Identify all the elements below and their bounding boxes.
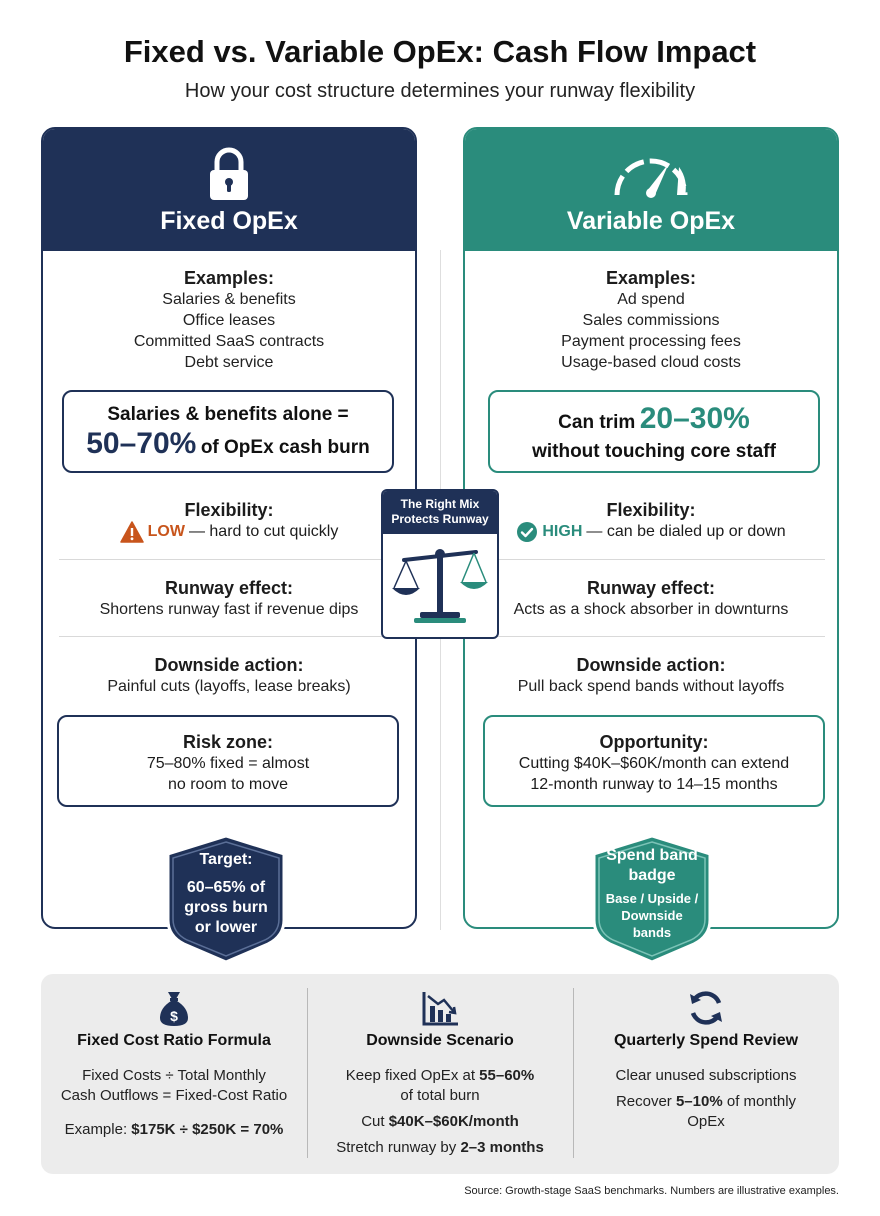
fixed-divider-1	[59, 559, 399, 560]
formula-example-prefix: Example:	[64, 1121, 128, 1138]
fixed-runway-text: Shortens runway fast if revenue dips	[99, 601, 359, 618]
variable-opex-card	[463, 127, 839, 929]
lock-icon	[43, 147, 415, 201]
formula-heading: Fixed Cost Ratio Formula	[77, 1032, 271, 1049]
downside-line1-prefix: Keep fixed OpEx at	[345, 1067, 475, 1084]
declining-chart-icon	[307, 988, 573, 1028]
fixed-risk-zone-box	[57, 715, 399, 807]
fixed-callout-tail: of OpEx cash burn	[200, 437, 370, 458]
fixed-opex-card	[41, 127, 417, 929]
variable-badge-heading: Spend band	[606, 847, 698, 864]
review-line2-value: 5–10%	[675, 1093, 723, 1110]
fixed-risk-heading: Risk zone:	[182, 732, 274, 752]
variable-divider-2	[481, 636, 825, 637]
downside-line3-value: $40K–$60K/month	[388, 1113, 519, 1130]
variable-callout-prefix: Can trim	[558, 412, 636, 433]
list-item: Usage-based cloud costs	[561, 354, 741, 371]
variable-badge-line: Base / Upside /	[605, 891, 699, 906]
fixed-downside	[43, 654, 415, 697]
warning-icon	[120, 521, 144, 543]
variable-downside-text: Pull back spend bands without layoffs	[517, 678, 785, 695]
variable-runway-heading: Runway effect:	[586, 578, 716, 598]
downside-line1-value: 55–60%	[479, 1067, 535, 1084]
fixed-downside-text: Painful cuts (layoffs, lease breaks)	[107, 678, 351, 695]
downside-heading: Downside Scenario	[366, 1032, 514, 1049]
right-mix-label: The Right Mix	[400, 497, 480, 511]
gauge-icon	[465, 147, 837, 201]
fixed-callout-percent: 50–70%	[86, 427, 197, 460]
variable-badge-line: bands	[632, 925, 672, 940]
fixed-salaries-callout	[62, 390, 394, 473]
fixed-flexibility-heading: Flexibility:	[184, 500, 274, 520]
variable-examples	[465, 267, 837, 373]
variable-downside-heading: Downside action:	[576, 655, 726, 675]
bottom-summary-panel	[41, 974, 839, 1174]
variable-opex-title: Variable OpEx	[566, 207, 736, 235]
list-item: Debt service	[184, 354, 274, 371]
fixed-flexibility-level: LOW	[147, 523, 185, 540]
fixed-flexibility-text: — hard to cut quickly	[188, 523, 339, 540]
svg-text:$: $	[170, 1008, 178, 1024]
variable-examples-heading: Examples:	[605, 268, 697, 288]
variable-opportunity-line2: 12-month runway to 14–15 months	[530, 776, 778, 793]
formula-example-value: $175K ÷ $250K = 70%	[131, 1121, 284, 1138]
refresh-icon	[573, 988, 839, 1028]
right-mix-box	[381, 489, 499, 639]
fixed-badge-line: 60–65% of	[186, 879, 266, 896]
variable-runway-text: Acts as a shock absorber in downturns	[513, 601, 789, 618]
variable-opportunity-line1: Cutting $40K–$60K/month can extend	[518, 755, 790, 772]
variable-callout-line2: without touching core staff	[532, 441, 776, 462]
downside-line2: of total burn	[400, 1087, 480, 1104]
fixed-opex-title: Fixed OpEx	[160, 207, 298, 235]
check-circle-icon	[516, 521, 538, 543]
variable-trim-callout	[488, 390, 820, 473]
formula-line1: Fixed Costs ÷ Total Monthly	[82, 1067, 266, 1084]
fixed-examples	[43, 267, 415, 373]
downside-line3-prefix: Cut	[361, 1113, 385, 1130]
source-note: Source: Growth-stage SaaS benchmarks. Numbers are illustrative examples.	[464, 1185, 839, 1197]
variable-spend-band-badge	[586, 832, 718, 964]
variable-callout-percent: 20–30%	[639, 402, 750, 435]
downside-scenario-section	[307, 974, 573, 1174]
list-item: Payment processing fees	[561, 333, 741, 350]
fixed-risk-line1: 75–80% fixed = almost	[146, 755, 310, 772]
review-line2-prefix: Recover	[615, 1093, 672, 1110]
balance-scale-icon	[383, 542, 497, 626]
variable-badge-line: Downside	[621, 908, 683, 923]
fixed-risk-line2: no room to move	[167, 776, 289, 793]
list-item: Ad spend	[617, 291, 685, 308]
fixed-flexibility	[43, 499, 415, 543]
fixed-callout-line1: Salaries & benefits alone =	[107, 404, 349, 425]
fixed-runway-heading: Runway effect:	[164, 578, 294, 598]
variable-divider-1	[481, 559, 825, 560]
variable-opportunity-heading: Opportunity:	[599, 732, 709, 752]
variable-flexibility	[465, 499, 837, 543]
review-heading: Quarterly Spend Review	[613, 1032, 799, 1049]
page-subtitle: How your cost structure determines your runway flexibility	[184, 80, 696, 102]
fixed-target-badge	[160, 832, 292, 964]
fixed-divider-2	[59, 636, 399, 637]
variable-flexibility-text: — can be dialed up or down	[586, 523, 786, 540]
fixed-runway	[43, 577, 415, 620]
variable-opex-header	[465, 129, 837, 251]
variable-opportunity-box	[483, 715, 825, 807]
variable-badge-heading: badge	[628, 867, 676, 884]
list-item: Committed SaaS contracts	[133, 333, 325, 350]
downside-line4-value: 2–3 months	[460, 1139, 544, 1156]
variable-flexibility-level: HIGH	[542, 523, 583, 540]
list-item: Sales commissions	[582, 312, 720, 329]
fixed-examples-heading: Examples:	[183, 268, 275, 288]
variable-runway	[465, 577, 837, 620]
fixed-opex-header	[43, 129, 415, 251]
fixed-badge-heading: Target:	[199, 851, 253, 868]
list-item: Salaries & benefits	[162, 291, 296, 308]
variable-downside	[465, 654, 837, 697]
downside-line4-prefix: Stretch runway by	[336, 1139, 457, 1156]
right-mix-label: Protects Runway	[391, 512, 489, 526]
review-line3: OpEx	[687, 1113, 725, 1130]
review-line2-suffix: of monthly	[726, 1093, 797, 1110]
fixed-cost-ratio-section	[41, 974, 307, 1174]
formula-line2: Cash Outflows = Fixed-Cost Ratio	[60, 1087, 288, 1104]
fixed-badge-line: or lower	[194, 919, 258, 936]
page-title: Fixed vs. Variable OpEx: Cash Flow Impact	[123, 34, 757, 69]
list-item: Office leases	[182, 312, 276, 329]
variable-flexibility-heading: Flexibility:	[606, 500, 696, 520]
review-line1: Clear unused subscriptions	[615, 1067, 797, 1084]
quarterly-review-section	[573, 974, 839, 1174]
fixed-downside-heading: Downside action:	[154, 655, 304, 675]
money-bag-icon	[41, 988, 307, 1028]
fixed-badge-line: gross burn	[184, 899, 268, 916]
